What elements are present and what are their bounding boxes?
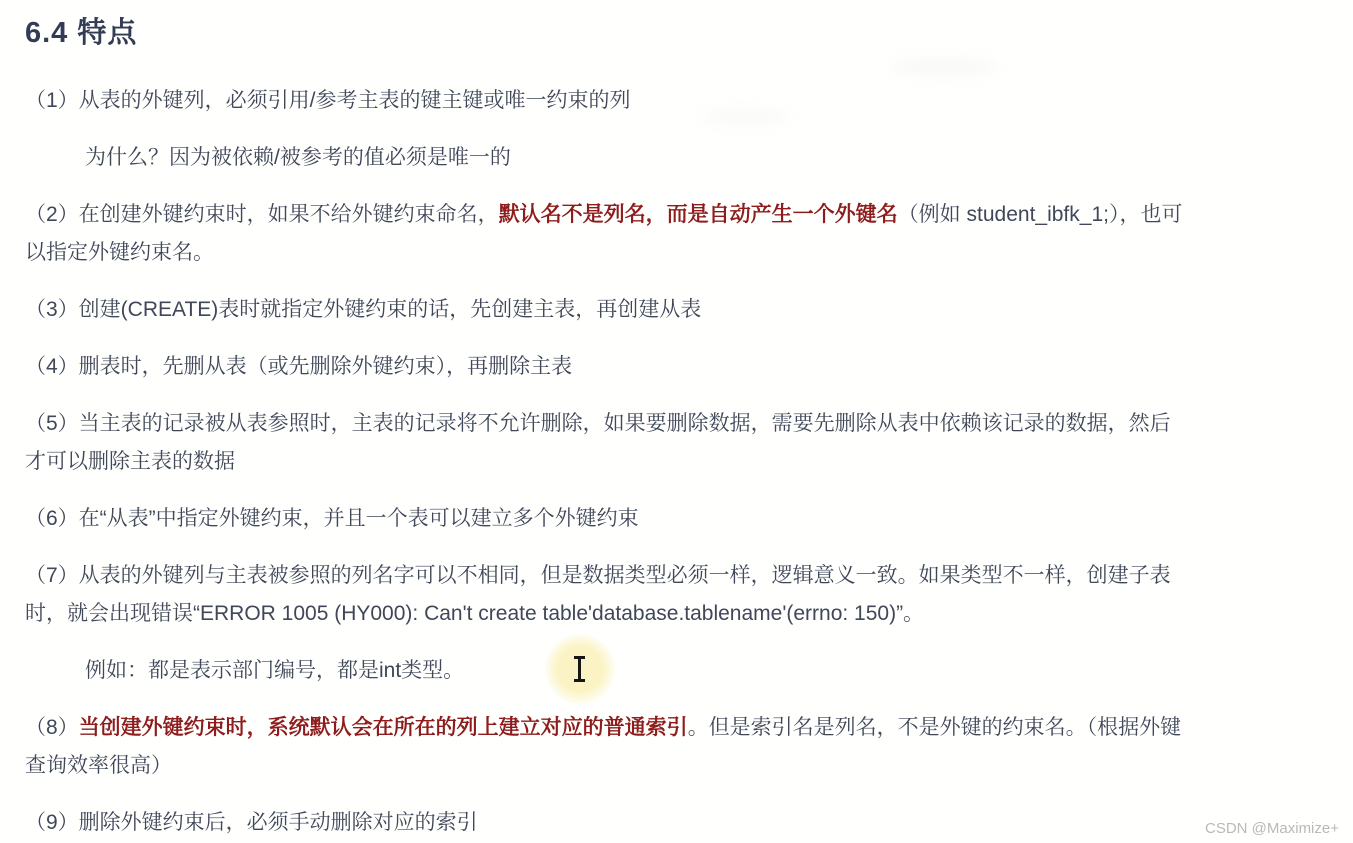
feature-item-7-text: （7）从表的外键列与主表被参照的列名字可以不相同，但是数据类型必须一样，逻辑意义一致。如果类型不一样，创建子表时，就会出现错误“ERROR 1005 (HY000): Can't create table'database.tablename'(errno: 150)”。 [25,564,1171,625]
feature-item-6-text: （6）在“从表”中指定外键约束，并且一个表可以建立多个外键约束 [25,507,639,530]
feature-item-6 [25,500,1183,538]
feature-item-2-post: （例如 student_ibfk_1;），也可以指定外键约束名。 [25,203,1183,264]
feature-item-8-post: 。但是索引名是列名，不是外键的约束名。（根据外键查询效率很高） [25,716,1182,777]
feature-item-5 [25,405,1183,481]
feature-item-1 [25,82,1183,120]
feature-item-8-emphasis: 当创建外键约束时，系统默认会在所在的列上建立对应的普通索引 [78,716,688,739]
text-cursor-icon [578,656,581,682]
feature-item-2-pre: （2）在创建外键约束时，如果不给外键约束命名， [25,203,499,226]
feature-item-1-note-text: 为什么？因为被依赖/被参考的值必须是唯一的 [85,146,511,169]
feature-item-7 [25,557,1183,633]
feature-item-9-text: （9）删除外键约束后，必须手动删除对应的索引 [25,811,478,834]
csdn-watermark: CSDN @Maximize+ [1205,820,1339,837]
feature-item-5-text: （5）当主表的记录被从表参照时，主表的记录将不允许删除，如果要删除数据，需要先删除从表中依赖该记录的数据，然后才可以删除主表的数据 [25,412,1171,473]
feature-item-7-note-text: 例如：都是表示部门编号，都是int类型。 [85,659,465,682]
feature-item-3 [25,291,1183,329]
cursor-highlight-halo [545,634,615,704]
feature-item-8 [25,709,1183,785]
feature-item-1-note [25,139,1183,177]
feature-item-3-text: （3）创建(CREATE)表时就指定外键约束的话，先创建主表，再创建从表 [25,298,702,321]
feature-item-9 [25,804,1183,842]
page-title: 6.4 特点 [25,17,138,49]
feature-item-8-pre: （8） [25,716,79,739]
feature-item-4 [25,348,1183,386]
feature-item-1-text: （1）从表的外键列，必须引用/参考主表的键主键或唯一约束的列 [25,89,631,112]
feature-item-4-text: （4）删表时，先删从表（或先删除外键约束），再删除主表 [25,355,573,378]
feature-item-2-emphasis: 默认名不是列名，而是自动产生一个外键名 [498,203,898,226]
feature-item-2 [25,196,1183,272]
